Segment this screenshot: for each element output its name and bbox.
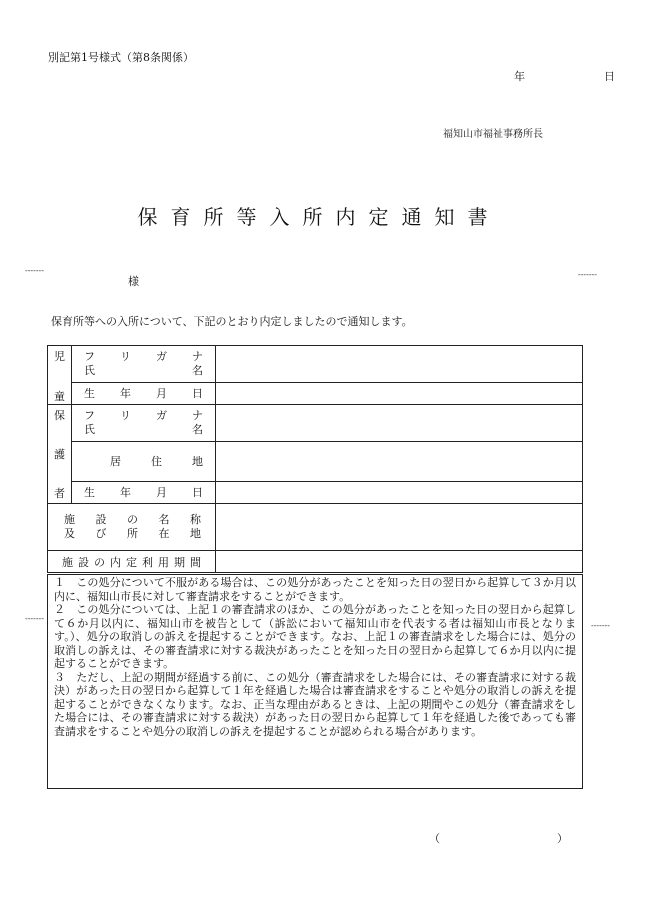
birthdate-char: 日 [192,485,203,499]
note-item-3: ３ ただし、上記の期間が経過する前に、この処分（審査請求をした場合には、その審査請求に対する裁決）があった日の翌日から起算して１年を経過した場合は審査請求をすることや処分の取消しの訴えを提起することができなくなります。なお、正当な理由があるときは、上記の期間やこの処分（審査請求をした場合には、その審査請求に対する裁決）があった日の翌日から起算して１年を経過した後であっても審査請求をすることや処分の取消しの訴えを提起することが認められる場合があります。 [54,670,576,738]
facility-label [48,504,216,551]
address-char: 地 [192,454,203,468]
form-number: 別記第1号様式（第8条関係） [48,51,194,64]
intro-text: 保育所等への入所について、下記のとおり内定しましたので通知します。 [51,315,413,328]
name-char: 名 [192,364,203,377]
facility-value[interactable] [216,504,583,551]
guardian-group-label-1: 保 [54,409,65,422]
child-group-cell [48,346,72,405]
birthdate-char: 月 [156,386,167,400]
child-furigana-row [48,346,583,383]
facility-char: の [127,513,138,526]
guardian-group-label-3: 者 [54,487,65,500]
child-group-label-1: 児 [54,350,65,363]
period-row [48,551,583,573]
child-name-label [72,346,216,383]
child-name-value[interactable] [216,346,583,383]
facility-char: 称 [190,513,201,526]
guardian-group-cell [48,405,72,504]
child-birthdate-label [72,383,216,405]
guardian-name-label [72,405,216,442]
footer-open-paren: （ [429,832,440,845]
birthdate-char: 月 [156,485,167,499]
guardian-address-label [72,442,216,482]
furigana-char: ナ [192,350,203,363]
cut-mark-right-top: ------- [578,270,597,279]
name-char: 氏 [84,423,95,436]
birthdate-char: 生 [84,485,95,499]
guardian-name-value[interactable] [216,405,583,442]
date-label: 年 日 [514,70,649,83]
cut-mark-left-top: ------- [25,266,44,275]
guardian-address-row [48,442,583,482]
facility-char: 名 [158,513,170,526]
furigana-char: ガ [156,409,167,422]
facility-char: 及 [64,527,75,540]
furigana-char: フ [84,350,95,363]
facility-char: 設 [95,513,107,526]
child-birthdate-row [48,383,583,405]
facility-char: 施 [64,513,75,526]
document-title: 保育所等入所内定通知書 [137,205,501,229]
guardian-group-label-2: 護 [54,448,65,461]
name-char: 氏 [84,364,95,377]
appeal-notes [47,574,583,789]
cut-mark-right-bottom: ------- [591,621,610,630]
furigana-char: フ [84,409,95,422]
facility-char: 在 [158,527,170,540]
facility-char: 地 [190,527,201,540]
birthdate-char: 年 [120,485,131,499]
furigana-char: ガ [156,350,167,363]
birthdate-char: 日 [192,386,203,400]
guardian-furigana-row [48,405,583,442]
birthdate-char: 生 [84,386,95,400]
footer-close-paren: ） [557,832,568,845]
notice-table [47,345,583,573]
child-birthdate-value[interactable] [216,383,583,405]
guardian-address-value[interactable] [216,442,583,482]
period-value[interactable] [216,551,583,573]
period-label-text: 施設の内定利用期間 [62,555,206,569]
cut-mark-left-bottom: ------- [25,614,44,623]
guardian-birthdate-label [72,482,216,504]
period-label [48,551,216,573]
furigana-char: リ [120,409,131,422]
guardian-birthdate-value[interactable] [216,482,583,504]
guardian-birthdate-row [48,482,583,504]
name-char: 名 [192,423,203,436]
facility-char: 所 [127,527,138,540]
furigana-char: リ [120,350,131,363]
address-char: 居 [110,454,121,468]
child-group-label-2: 童 [54,390,65,403]
recipient-honorific: 様 [128,275,139,288]
furigana-char: ナ [192,409,203,422]
note-item-1: １ この処分について不服がある場合は、この処分があったことを知った日の翌日から起算して３か月以内に、福知山市長に対して審査請求をすることができます。 [54,576,576,603]
facility-char: び [95,527,107,540]
facility-row [48,504,583,551]
furigana-label [72,350,215,364]
address-char: 住 [151,454,162,468]
issuer-name: 福知山市福祉事務所長 [443,129,543,140]
name-label [72,364,215,378]
note-item-2: ２ この処分については、上記１の審査請求のほか、この処分があったことを知った日の翌日から起算して６か月以内に、福知山市を被告として（訴訟において福知山市を代表する者は福知山市長となります。）、処分の取消しの訴えを提起することができます。なお、上記１の審査請求をした場合には、処分の取消しの訴えは、その審査請求に対する裁決があったことを知った日の翌日から起算して６か月以内に提起することができます。 [54,603,576,670]
birthdate-char: 年 [120,386,131,400]
